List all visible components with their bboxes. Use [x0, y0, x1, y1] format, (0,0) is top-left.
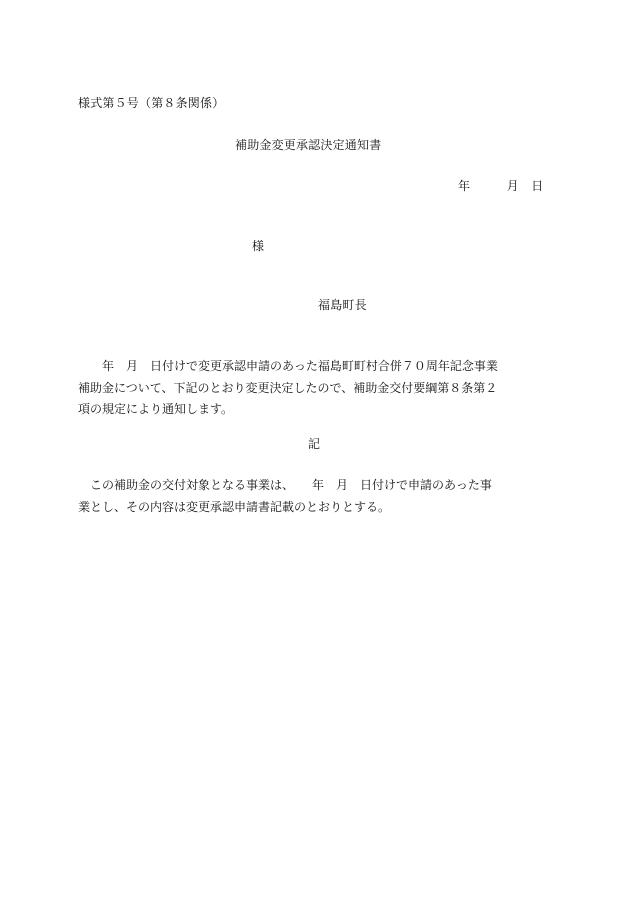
document-title: 補助金変更承認決定通知書: [235, 138, 382, 152]
body-paragraph: [78, 356, 554, 421]
addressee-honorific: 様: [252, 239, 265, 253]
notice-line: この補助金の交付対象となる事業は、 年 月 日付けで申請のあった事: [78, 478, 492, 492]
body-line: 項の規定により通知します。: [78, 402, 234, 416]
body-line: 年 月 日付けで変更承認申請のあった福島町町村合併７０周年記念事業: [78, 359, 498, 373]
notice-paragraph: [78, 475, 554, 518]
body-line: 補助金について、下記のとおり変更決定したので、補助金交付要綱第８条第２: [78, 380, 498, 395]
date-line: 年 月 日: [458, 179, 544, 193]
notice-line: 業とし、その内容は変更承認申請書記載のとおりとする。: [78, 499, 391, 514]
ki-heading: 記: [308, 437, 321, 451]
form-number: 様式第５号（第８条関係）: [78, 96, 225, 110]
issuer-name: 福島町長: [318, 298, 367, 312]
